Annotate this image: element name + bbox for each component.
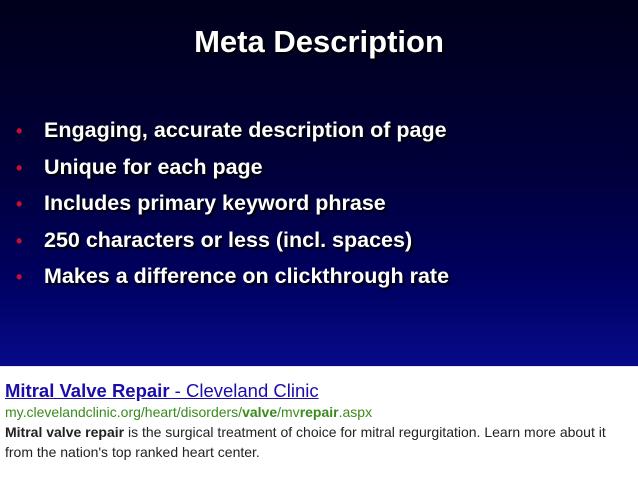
search-result	[5, 379, 630, 462]
bullet-list	[16, 112, 449, 295]
snippet-text: is the surgical treatment of choice for mitral regurgitation. Learn more about it from the nation's top ranked heart center.	[5, 424, 606, 460]
bullet-text: Makes a difference on clickthrough rate	[44, 264, 450, 288]
search-result-snippet	[5, 422, 630, 462]
bullet-dot-icon: •	[16, 267, 23, 287]
search-result-title-site: - Cleveland Clinic	[169, 380, 319, 401]
url-keyword-repair: repair	[299, 404, 339, 420]
search-result-title-link[interactable]	[5, 379, 630, 402]
search-result-example	[0, 366, 638, 479]
bullet-text: Includes primary keyword phrase	[44, 191, 386, 215]
search-result-title-keyword: Mitral Valve Repair	[5, 380, 170, 401]
url-mid: /mv	[277, 404, 300, 420]
bullet-text: Engaging, accurate description of page	[44, 118, 447, 142]
bullet-item	[16, 149, 449, 186]
snippet-keyword: Mitral valve repair	[5, 424, 125, 440]
url-suffix: .aspx	[338, 404, 373, 420]
bullet-item	[16, 112, 449, 149]
url-prefix: my.clevelandclinic.org/heart/disorders/	[5, 404, 243, 420]
url-keyword-valve: valve	[242, 404, 278, 420]
bullet-dot-icon: •	[16, 121, 23, 141]
bullet-item	[16, 258, 449, 295]
bullet-dot-icon: •	[16, 157, 23, 178]
bullet-dot-icon: •	[16, 194, 23, 214]
bullet-dot-icon: •	[16, 230, 23, 251]
bullet-text: 250 characters or less (incl. spaces)	[44, 227, 413, 252]
bullet-item	[16, 222, 449, 259]
slide-title: Meta Description	[194, 24, 444, 59]
bullet-text: Unique for each page	[44, 154, 263, 179]
search-result-url	[5, 402, 630, 422]
bullet-item	[16, 185, 449, 222]
